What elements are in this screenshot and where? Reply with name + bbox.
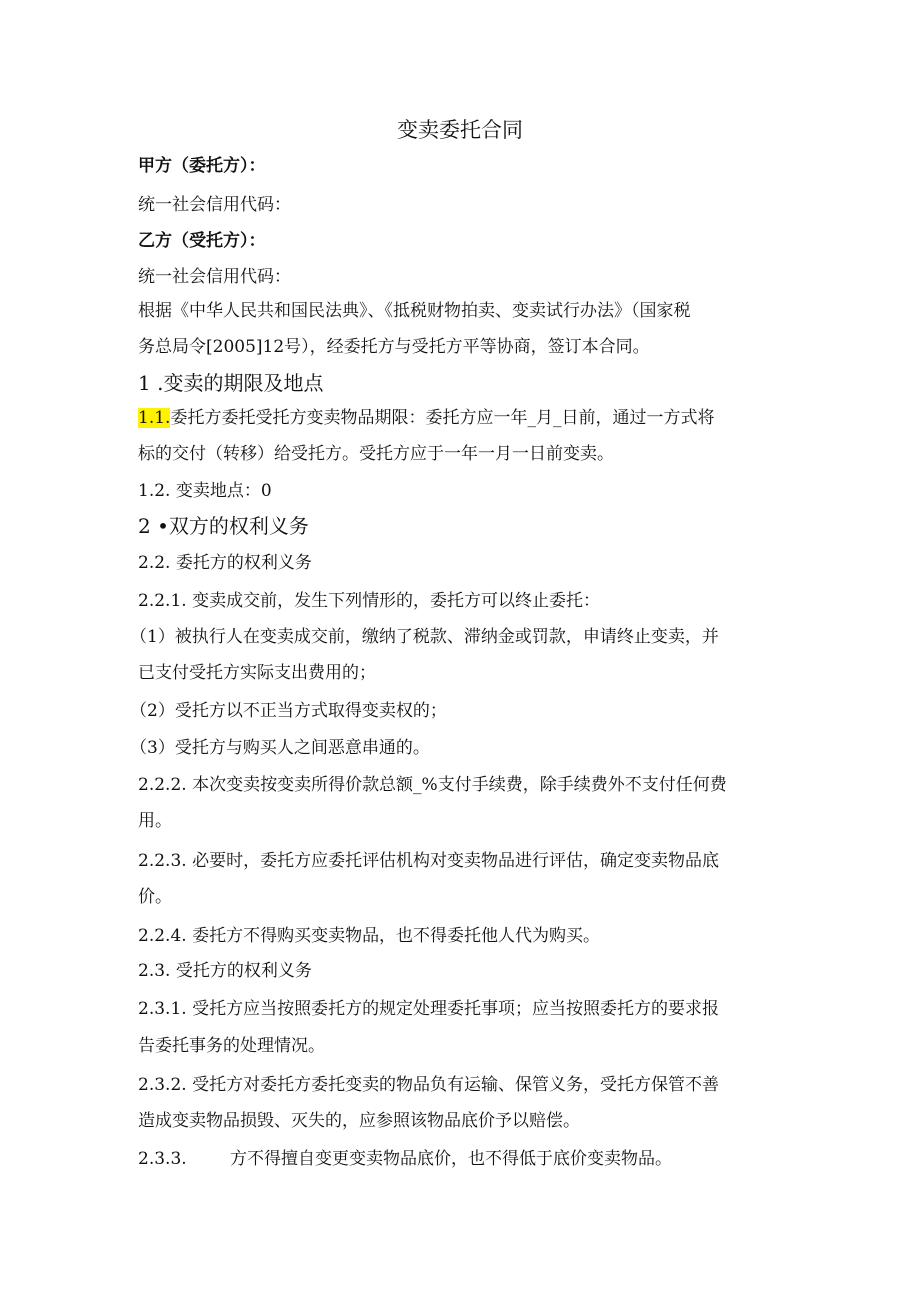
clause-2-2-3-line2: 价。 <box>138 887 172 907</box>
party-b-label: 乙方（受托方）： <box>138 231 266 251</box>
intro-paragraph-line1: 根据《中华人民共和国民法典》、《抵税财物拍卖、变卖试行办法》（国家税 <box>138 301 691 321</box>
list-item-1-line2: 已支付受托方实际支出费用的； <box>138 663 376 683</box>
clause-2-3-1-line1: 2.3.1. 受托方应当按照委托方的规定处理委托事项；应当按照委托方的要求报 <box>138 999 720 1019</box>
clause-2-2-1: 2.2.1. 变卖成交前，发生下列情形的，委托方可以终止委托： <box>138 591 601 611</box>
intro-paragraph-line2: 务总局令[2005]12号），经委托方与受托方平等协商，签订本合同。 <box>138 337 650 357</box>
clause-1-1-number-highlight: 1.1. <box>138 408 171 428</box>
clause-2-3-2-line1: 2.3.2. 受托方对委托方委托变卖的物品负有运输、保管义务，受托方保管不善 <box>138 1075 720 1095</box>
clause-1-2: 1.2. 变卖地点：0 <box>138 481 272 501</box>
clause-2-2: 2.2. 委托方的权利义务 <box>138 553 312 573</box>
clause-2-3: 2.3. 受托方的权利义务 <box>138 961 312 981</box>
clause-2-2-2-line1: 2.2.2. 本次变卖按变卖所得价款总额_%支付手续费，除手续费外不支付任何费 <box>138 775 727 795</box>
clause-1-1-line1 <box>138 407 714 429</box>
party-a-label: 甲方（委托方）： <box>138 156 266 176</box>
clause-2-3-2-line2: 造成变卖物品损毁、灭失的，应参照该物品底价予以赔偿。 <box>138 1111 580 1131</box>
section-2-heading: 2 •双方的权利义务 <box>138 514 309 538</box>
list-item-3: （3）受托方与购买人之间恶意串通的。 <box>130 738 430 758</box>
party-b-credit-code: 统一社会信用代码： <box>138 267 291 287</box>
clause-2-3-3-number: 2.3.3. <box>138 1149 187 1169</box>
list-item-2: （2）受托方以不正当方式取得变卖权的； <box>130 701 447 721</box>
document-title: 变卖委托合同 <box>397 118 523 142</box>
list-item-1-line1: （1）被执行人在变卖成交前，缴纳了税款、滞纳金或罚款，申请终止变卖，并 <box>130 627 719 647</box>
section-1-heading: 1 .变卖的期限及地点 <box>138 371 324 395</box>
clause-2-2-3-line1: 2.2.3. 必要时，委托方应委托评估机构对变卖物品进行评估，确定变卖物品底 <box>138 851 720 871</box>
clause-1-1-line2: 标的交付（转移）给受托方。受托方应于一年一月一日前变卖。 <box>138 444 614 464</box>
clause-2-3-3-text: 方不得擅自变更变卖物品底价，也不得低于底价变卖物品。 <box>230 1149 672 1169</box>
clause-2-3-1-line2: 告委托事务的处理情况。 <box>138 1036 325 1056</box>
clause-1-1-text: 委托方委托受托方变卖物品期限：委托方应一年_月_日前，通过一方式将 <box>170 408 715 428</box>
clause-2-2-2-line2: 用。 <box>138 811 172 831</box>
party-a-credit-code: 统一社会信用代码： <box>138 195 291 215</box>
clause-2-2-4: 2.2.4. 委托方不得购买变卖物品，也不得委托他人代为购买。 <box>138 926 601 946</box>
